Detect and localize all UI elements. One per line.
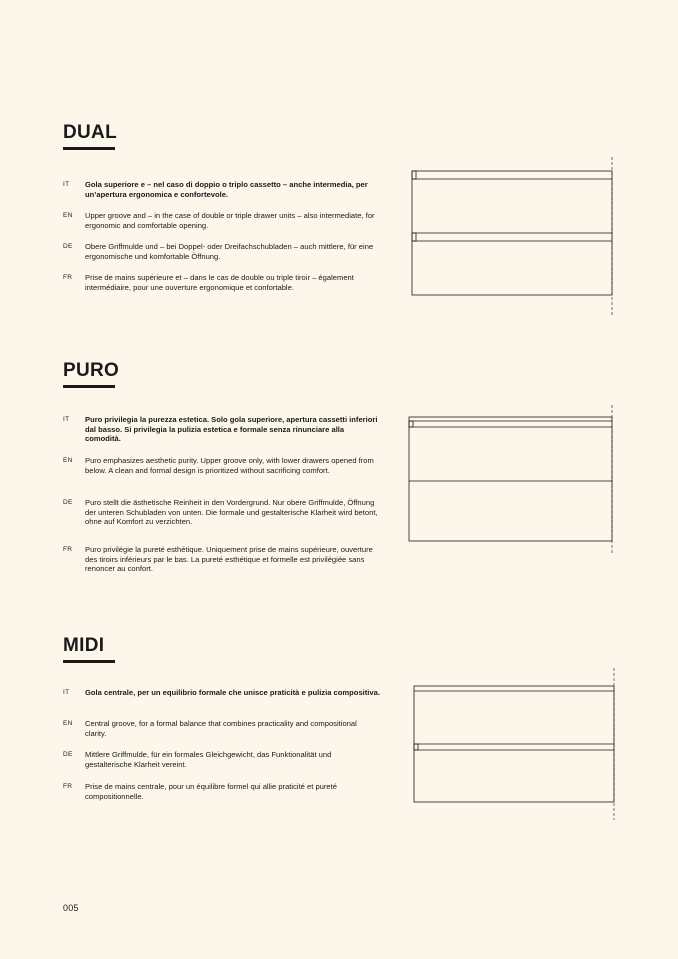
title-underline	[63, 385, 115, 388]
entry-text: Mittlere Griffmulde, für ein formales Gleichgewicht, das Funktionalität und gestalterische Klarheit vereint.	[85, 750, 332, 769]
language-code: DE	[63, 751, 73, 758]
drawer-diagram-midi	[410, 668, 620, 823]
section-title: PURO	[63, 360, 120, 381]
section-title: MIDI	[63, 635, 105, 656]
entry-text: Gola centrale, per un equilibrio formale che unisce praticità e pulizia compositiva.	[85, 688, 380, 697]
title-underline	[63, 147, 115, 150]
entry-text: Puro stellt die ästhetische Reinheit in den Vordergrund. Nur obere Griffmulde, Öffnung der unteren Schubladen von unten. Die formale und gestalterische Klarheit wird betont, ohne auf Komfort zu verzichten.	[85, 498, 378, 527]
section-title: DUAL	[63, 122, 117, 143]
language-code: DE	[63, 243, 73, 250]
language-code: FR	[63, 274, 73, 281]
drawer-diagram-puro	[405, 405, 617, 555]
entry-text: Prise de mains supérieure et – dans le cas de double ou triple tiroir – également intermédiaire, pour une ouverture ergonomique et confortable.	[85, 273, 354, 292]
language-code: IT	[63, 181, 70, 188]
entry-text: Puro privilégie la pureté esthétique. Uniquement prise de mains supérieure, ouverture des tiroirs inférieurs par le bas. La pureté esthétique et formelle est privilégiée sans renoncer au confort.	[85, 545, 373, 574]
language-code: FR	[63, 783, 73, 790]
entry-text: Puro privilegia la purezza estetica. Solo gola superiore, apertura cassetti inferiori dal basso. Si privilegia la pulizia estetica e formale senza rinunciare alla comodità.	[85, 415, 378, 444]
language-code: EN	[63, 212, 73, 219]
page-number: 005	[63, 903, 79, 913]
language-code: DE	[63, 499, 73, 506]
entry-text: Upper groove and – in the case of double or triple drawer units – also intermediate, for ergonomic and comfortable opening.	[85, 211, 375, 230]
entry-text: Gola superiore e – nel caso di doppio o triplo cassetto – anche intermedia, per un’apertura ergonomica e confortevole.	[85, 180, 368, 199]
title-underline	[63, 660, 115, 663]
language-code: IT	[63, 416, 70, 423]
entry-text: Puro emphasizes aesthetic purity. Upper groove only, with lower drawers opened from below. A clean and formal design is prioritized without sacrificing comfort.	[85, 456, 374, 475]
language-code: EN	[63, 457, 73, 464]
language-code: IT	[63, 689, 70, 696]
entry-text: Prise de mains centrale, pour un équilibre formel qui allie praticité et pureté compositionnelle.	[85, 782, 337, 801]
language-code: FR	[63, 546, 73, 553]
language-code: EN	[63, 720, 73, 727]
entry-text: Central groove, for a formal balance that combines practicality and compositional clarity.	[85, 719, 357, 738]
drawer-diagram-dual	[408, 157, 618, 317]
entry-text: Obere Griffmulde und – bei Doppel- oder Dreifachschubladen – auch mittlere, für eine ergonomische und komfortable Öffnung.	[85, 242, 374, 261]
